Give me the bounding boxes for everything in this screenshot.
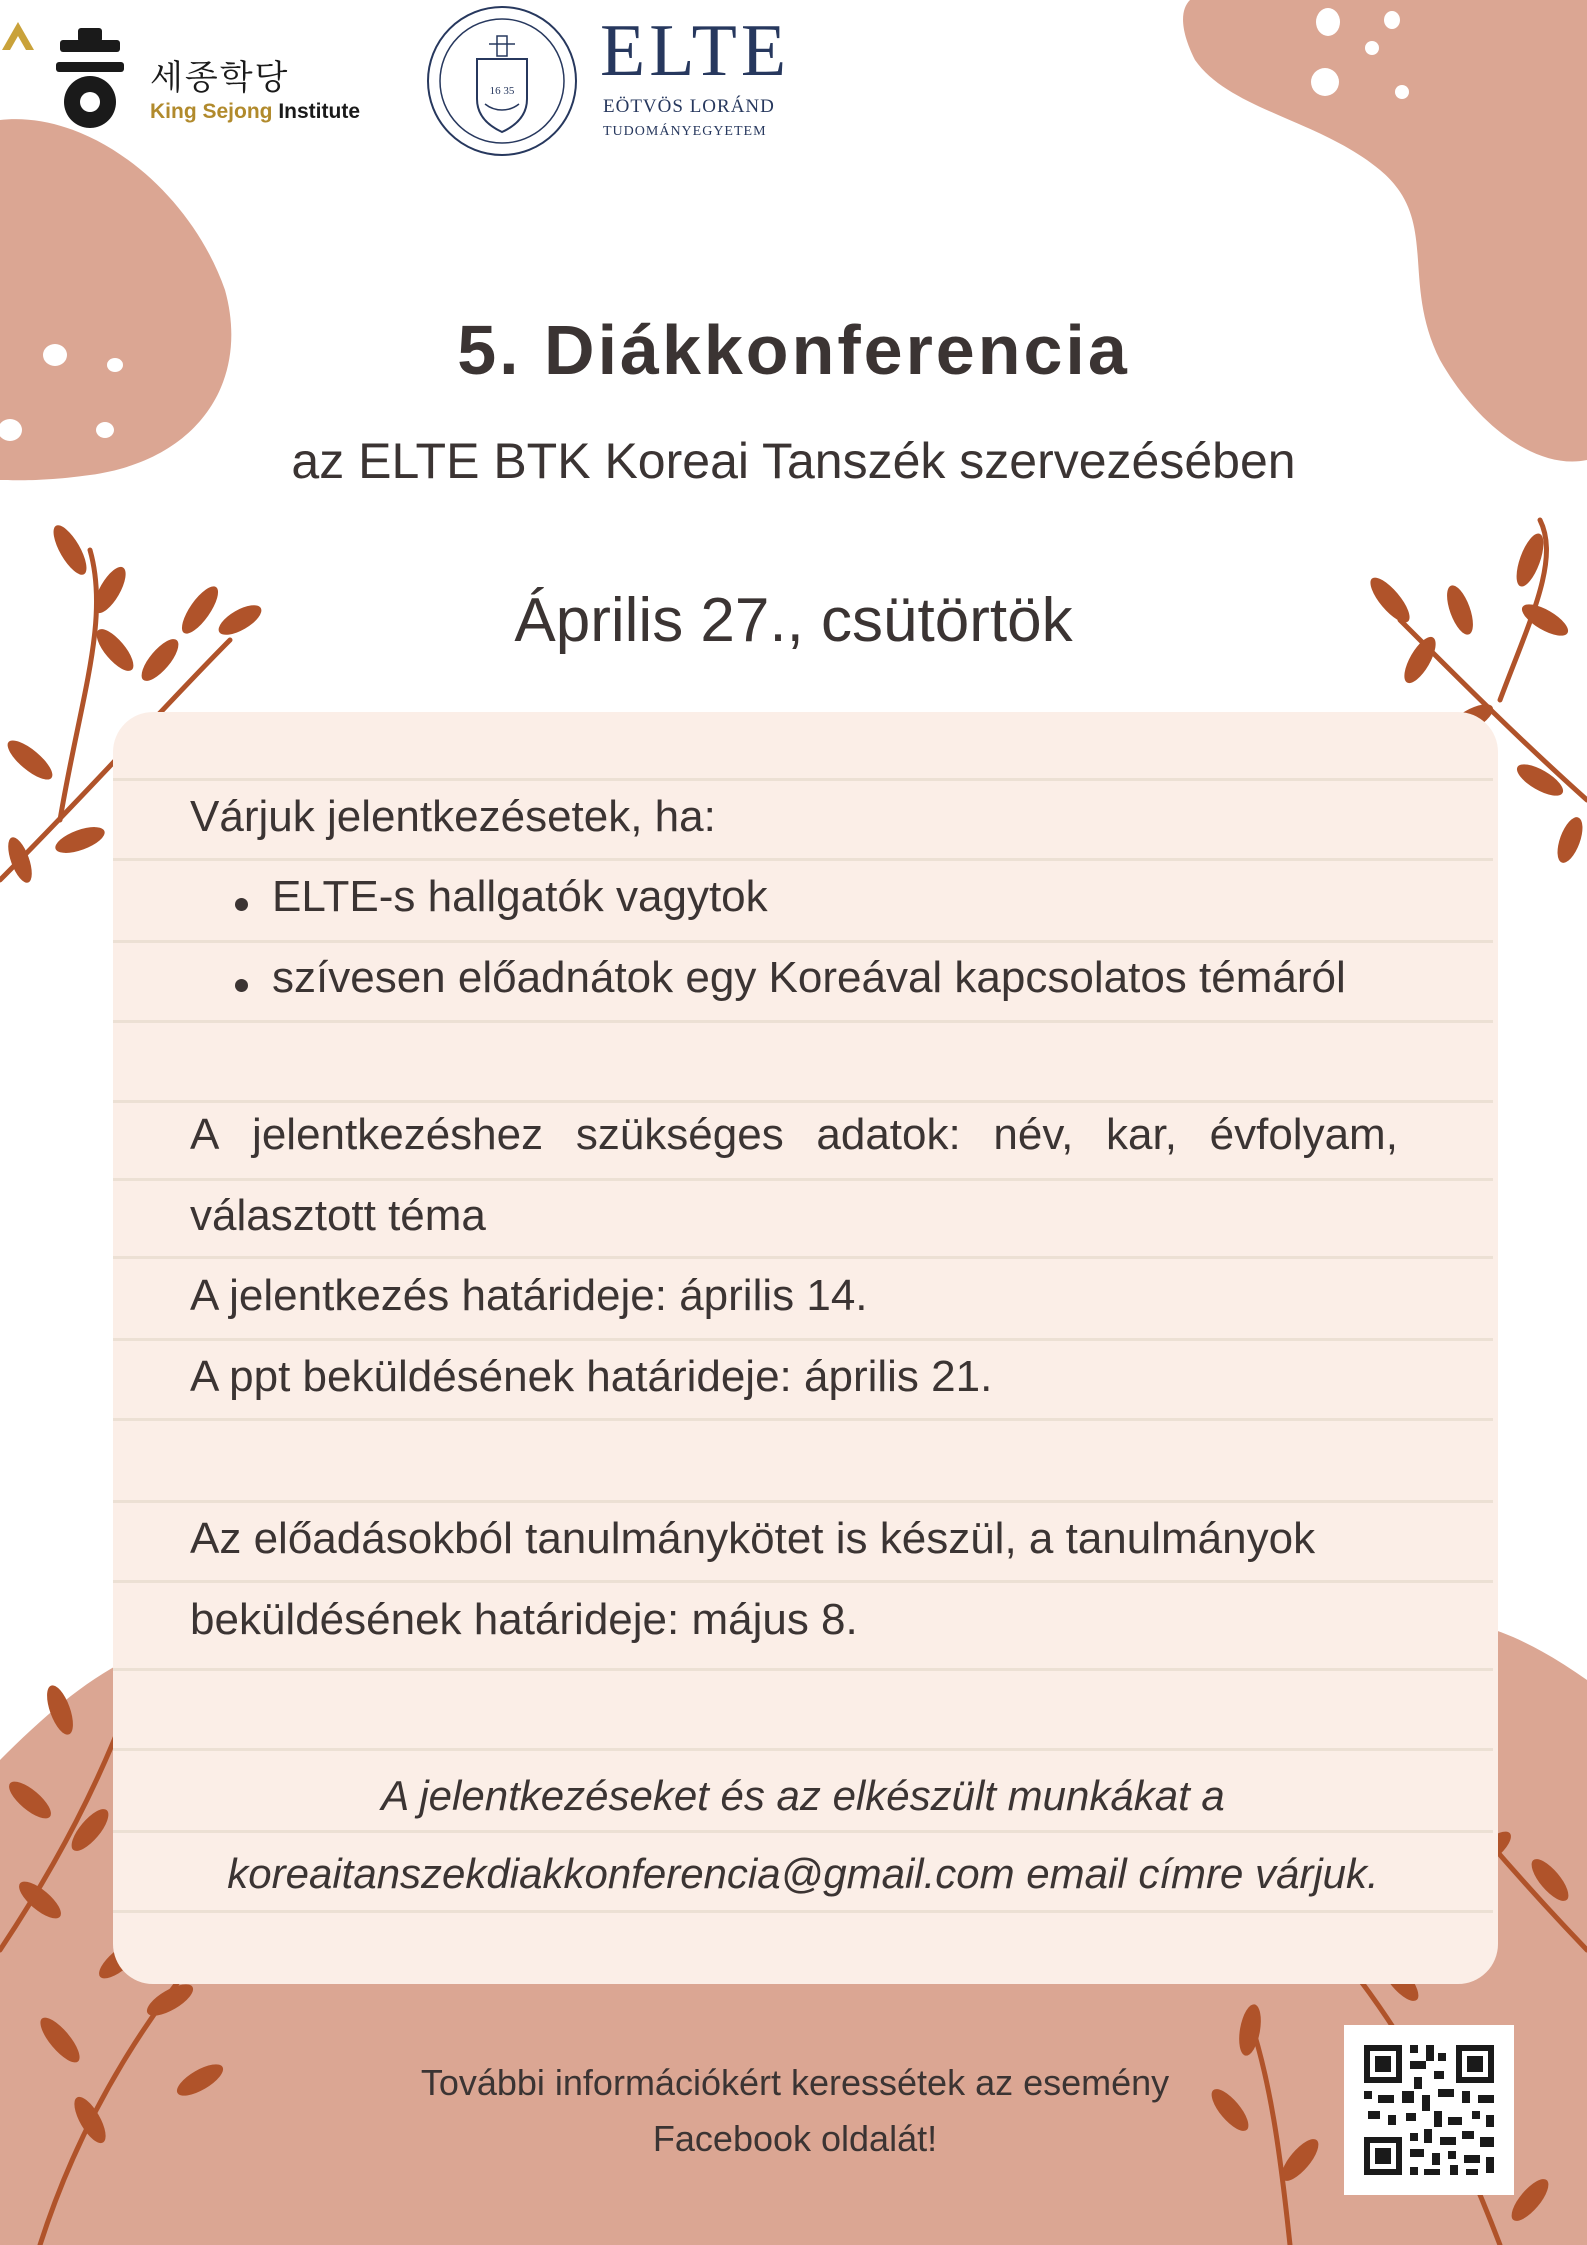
card-rule xyxy=(113,1100,1493,1103)
ksi-english-text xyxy=(150,100,360,124)
email-line-1: A jelentkezéseket és az elkészült munkákat a xyxy=(381,1772,1225,1819)
card-rule xyxy=(113,858,1493,861)
bullet-icon xyxy=(235,898,248,911)
card-rule xyxy=(113,1338,1493,1341)
qr-code-icon xyxy=(1344,2025,1514,2195)
email-line-2: koreaitanszekdiakkonferencia@gmail.com email címre várjuk. xyxy=(227,1850,1379,1897)
card-rule xyxy=(113,1580,1493,1583)
top-right-blob xyxy=(1183,0,1587,462)
ppt-deadline: A ppt beküldésének határideje: április 21. xyxy=(190,1352,993,1401)
footer-line-1: További információkért keressétek az esemény xyxy=(420,2062,1170,2103)
card-rule xyxy=(113,1748,1493,1751)
elte-seal-icon xyxy=(425,4,580,159)
apply-deadline: A jelentkezés határideje: április 14. xyxy=(190,1271,868,1320)
page-subtitle: az ELTE BTK Koreai Tanszék szervezésében xyxy=(291,433,1296,489)
word: szükséges xyxy=(575,1110,784,1159)
bullet-item: ELTE-s hallgatók vagytok xyxy=(272,872,768,921)
volume-line-1: Az előadásokból tanulmánykötet is készül, a tanulmányok xyxy=(190,1514,1316,1563)
word: adatok: xyxy=(816,1110,961,1159)
card-rule xyxy=(113,1418,1493,1421)
required-data-line-2: választott téma xyxy=(190,1191,486,1240)
card-rule xyxy=(113,940,1493,943)
card-rule xyxy=(113,1178,1493,1181)
event-date: Április 27., csütörtök xyxy=(514,586,1073,655)
elte-subtitle-2: TUDOMÁNYEGYETEM xyxy=(603,124,767,139)
word: jelentkezéshez xyxy=(252,1110,544,1159)
footer-line-2: Facebook oldalát! xyxy=(652,2118,938,2159)
ksi-english-part2: Institute xyxy=(278,100,361,123)
word: A xyxy=(190,1110,220,1159)
ksi-korean-text: 세종학당 xyxy=(150,58,290,98)
card-rule xyxy=(113,1910,1493,1913)
card-rule xyxy=(113,778,1493,781)
required-data-line-1 xyxy=(190,1110,1398,1160)
bullet-item: szívesen előadnátok egy Koreával kapcsolatos témáról xyxy=(272,953,1346,1002)
card-rule xyxy=(113,1020,1493,1023)
bullet-icon xyxy=(235,979,248,992)
card-rule xyxy=(113,1830,1493,1833)
ksi-english-part1: King Sejong xyxy=(150,100,273,123)
word: név, xyxy=(993,1110,1074,1159)
elte-name: ELTE xyxy=(600,10,791,92)
card-rule xyxy=(113,1668,1493,1671)
elte-subtitle-1: EÖTVÖS LORÁND xyxy=(603,96,775,117)
elte-seal-years: 16 35 xyxy=(489,85,515,97)
top-left-blob xyxy=(0,119,231,480)
king-sejong-institute-logo xyxy=(0,10,380,135)
ksi-logo-icon xyxy=(0,10,130,135)
card-rule xyxy=(113,1500,1493,1503)
volume-line-2: beküldésének határideje: május 8. xyxy=(190,1595,858,1644)
word: évfolyam, xyxy=(1209,1110,1398,1159)
intro-text: Várjuk jelentkezésetek, ha: xyxy=(190,792,716,841)
word: kar, xyxy=(1106,1110,1177,1159)
card-rule xyxy=(113,1256,1493,1259)
page-title: 5. Diákkonferencia xyxy=(457,311,1130,389)
